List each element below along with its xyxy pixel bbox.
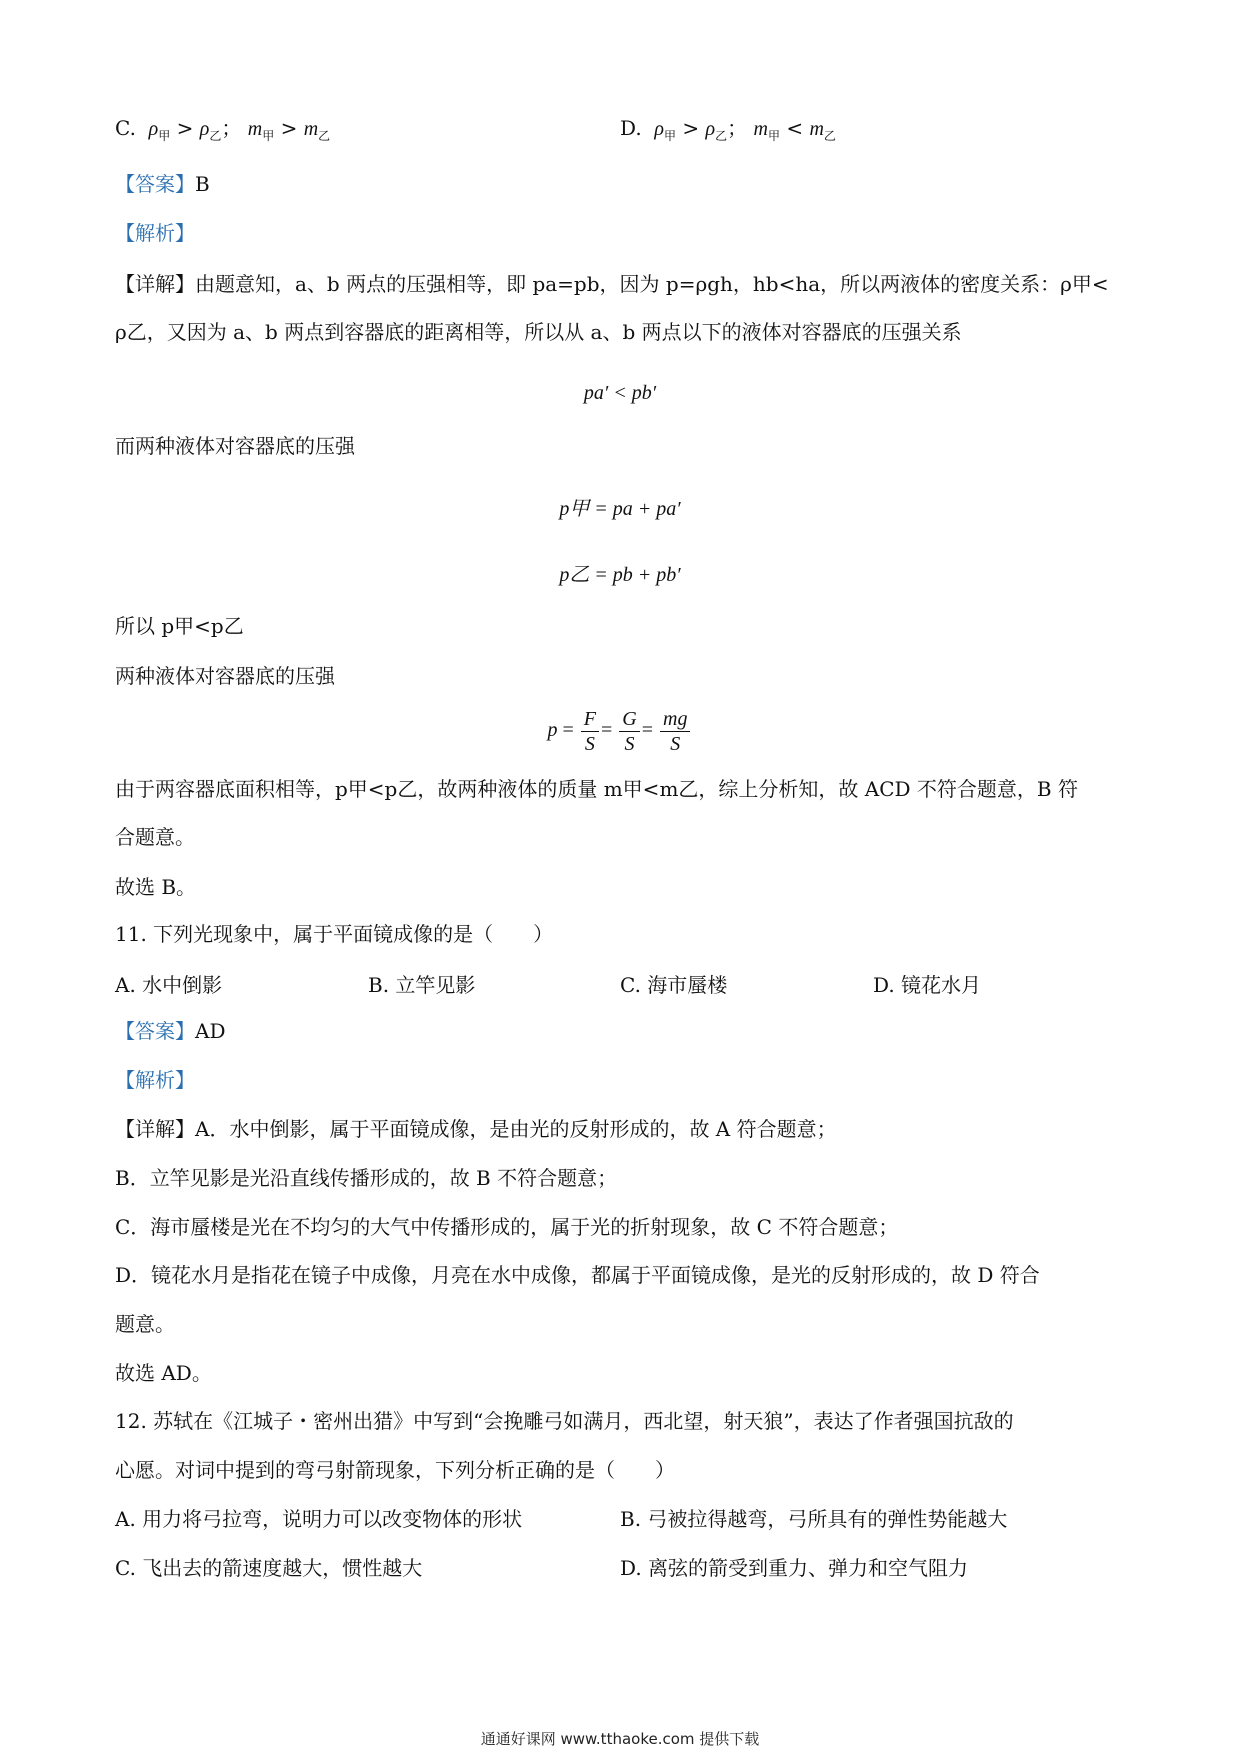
equation-pressure: p = $\frac{F}{S}$ = $\frac{G}{S}$ = $\frac{mg}{S}$ bbox=[0, 704, 1240, 756]
q11-detail-b: B．立竿见影是光沿直线传播形成的，故 B 不符合题意； bbox=[115, 1166, 618, 1190]
q10-option-c: C. $\rho_甲 > \rho_乙$； $m_甲 > m_乙$ bbox=[115, 116, 331, 143]
answer-tag: 【答案】 bbox=[115, 172, 195, 196]
q12-option-c: C. 飞出去的箭速度越大，惯性越大 bbox=[115, 1556, 423, 1580]
q11-analysis-tag: 【解析】 bbox=[115, 1068, 195, 1092]
equation-p-yi: p乙 = pb + pb′ bbox=[559, 564, 681, 586]
q12-option-b: B. 弓被拉得越弯，弓所具有的弹性势能越大 bbox=[620, 1507, 1008, 1531]
fraction-g-s: $\frac{G}{S}$ bbox=[619, 707, 639, 756]
q11-option-c: C. 海市蜃楼 bbox=[620, 973, 728, 997]
q11-detail-d-1: D．镜花水月是指花在镜子中成像，月亮在水中成像，都属于平面镜成像，是光的反射形成的，故 D 符合 bbox=[115, 1263, 1040, 1287]
q10-detail-line-5: 两种液体对容器底的压强 bbox=[115, 664, 335, 688]
q10-detail-line-6: 由于两容器底面积相等，p甲<p乙，故两种液体的质量 m甲<m乙，综上分析知，故 ACD 不符合题意，B 符 bbox=[115, 777, 1078, 801]
q11-detail-d-2: 题意。 bbox=[115, 1312, 175, 1336]
q10-detail-line-2: ρ乙，又因为 a、b 两点到容器底的距离相等，所以从 a、b 两点以下的液体对容器底的压强关系 bbox=[115, 320, 962, 344]
q10-option-d: D. $\rho_甲 > \rho_乙$； $m_甲 < m_乙$ bbox=[620, 116, 836, 143]
q12-option-d: D. 离弦的箭受到重力、弹力和空气阻力 bbox=[620, 1556, 969, 1580]
q12-option-a: A. 用力将弓拉弯，说明力可以改变物体的形状 bbox=[115, 1507, 523, 1531]
fraction-f-s: $\frac{F}{S}$ bbox=[581, 707, 599, 756]
q10-analysis-tag: 【解析】 bbox=[115, 221, 195, 245]
q11-conclusion: 故选 AD。 bbox=[115, 1361, 212, 1385]
q10-detail-line-3: 而两种液体对容器底的压强 bbox=[115, 434, 355, 458]
fraction-mg-s: $\frac{mg}{S}$ bbox=[660, 707, 690, 756]
q11-option-d: D. 镜花水月 bbox=[873, 973, 982, 997]
q11-detail-a: 【详解】A．水中倒影，属于平面镜成像，是由光的反射形成的，故 A 符合题意； bbox=[115, 1117, 837, 1141]
answer-tag: 【答案】 bbox=[115, 1019, 195, 1043]
equation-p-jia: p甲 = pa + pa′ bbox=[559, 498, 681, 520]
q10-answer: 【答案】B bbox=[115, 172, 210, 196]
equation-pa-pb: pa′ < pb′ bbox=[583, 382, 657, 404]
q11-answer: 【答案】AD bbox=[115, 1019, 226, 1043]
q12-stem-1: 12. 苏轼在《江城子・密州出猎》中写到“会挽雕弓如满月，西北望，射天狼”，表达了作者强国抗敌的 bbox=[115, 1409, 1014, 1433]
q10-detail-line-4: 所以 p甲<p乙 bbox=[115, 614, 244, 638]
q12-stem-2: 心愿。对词中提到的弯弓射箭现象，下列分析正确的是（ ） bbox=[115, 1458, 675, 1482]
q10-detail-line-7: 合题意。 bbox=[115, 825, 195, 849]
q11-option-b: B. 立竿见影 bbox=[368, 973, 476, 997]
q11-option-a: A. 水中倒影 bbox=[115, 973, 223, 997]
q11-stem: 11. 下列光现象中，属于平面镜成像的是（ ） bbox=[115, 922, 554, 946]
page-footer: 通通好课网 www.tthaoke.com 提供下载 bbox=[480, 1730, 760, 1748]
q10-conclusion: 故选 B。 bbox=[115, 875, 197, 899]
q11-detail-c: C．海市蜃楼是光在不均匀的大气中传播形成的，属于光的折射现象，故 C 不符合题意； bbox=[115, 1215, 899, 1239]
q10-detail-line-1: 【详解】由题意知，a、b 两点的压强相等，即 pa=pb，因为 p=ρgh，hb<ha，所以两液体的密度关系：ρ甲< bbox=[115, 272, 1109, 296]
